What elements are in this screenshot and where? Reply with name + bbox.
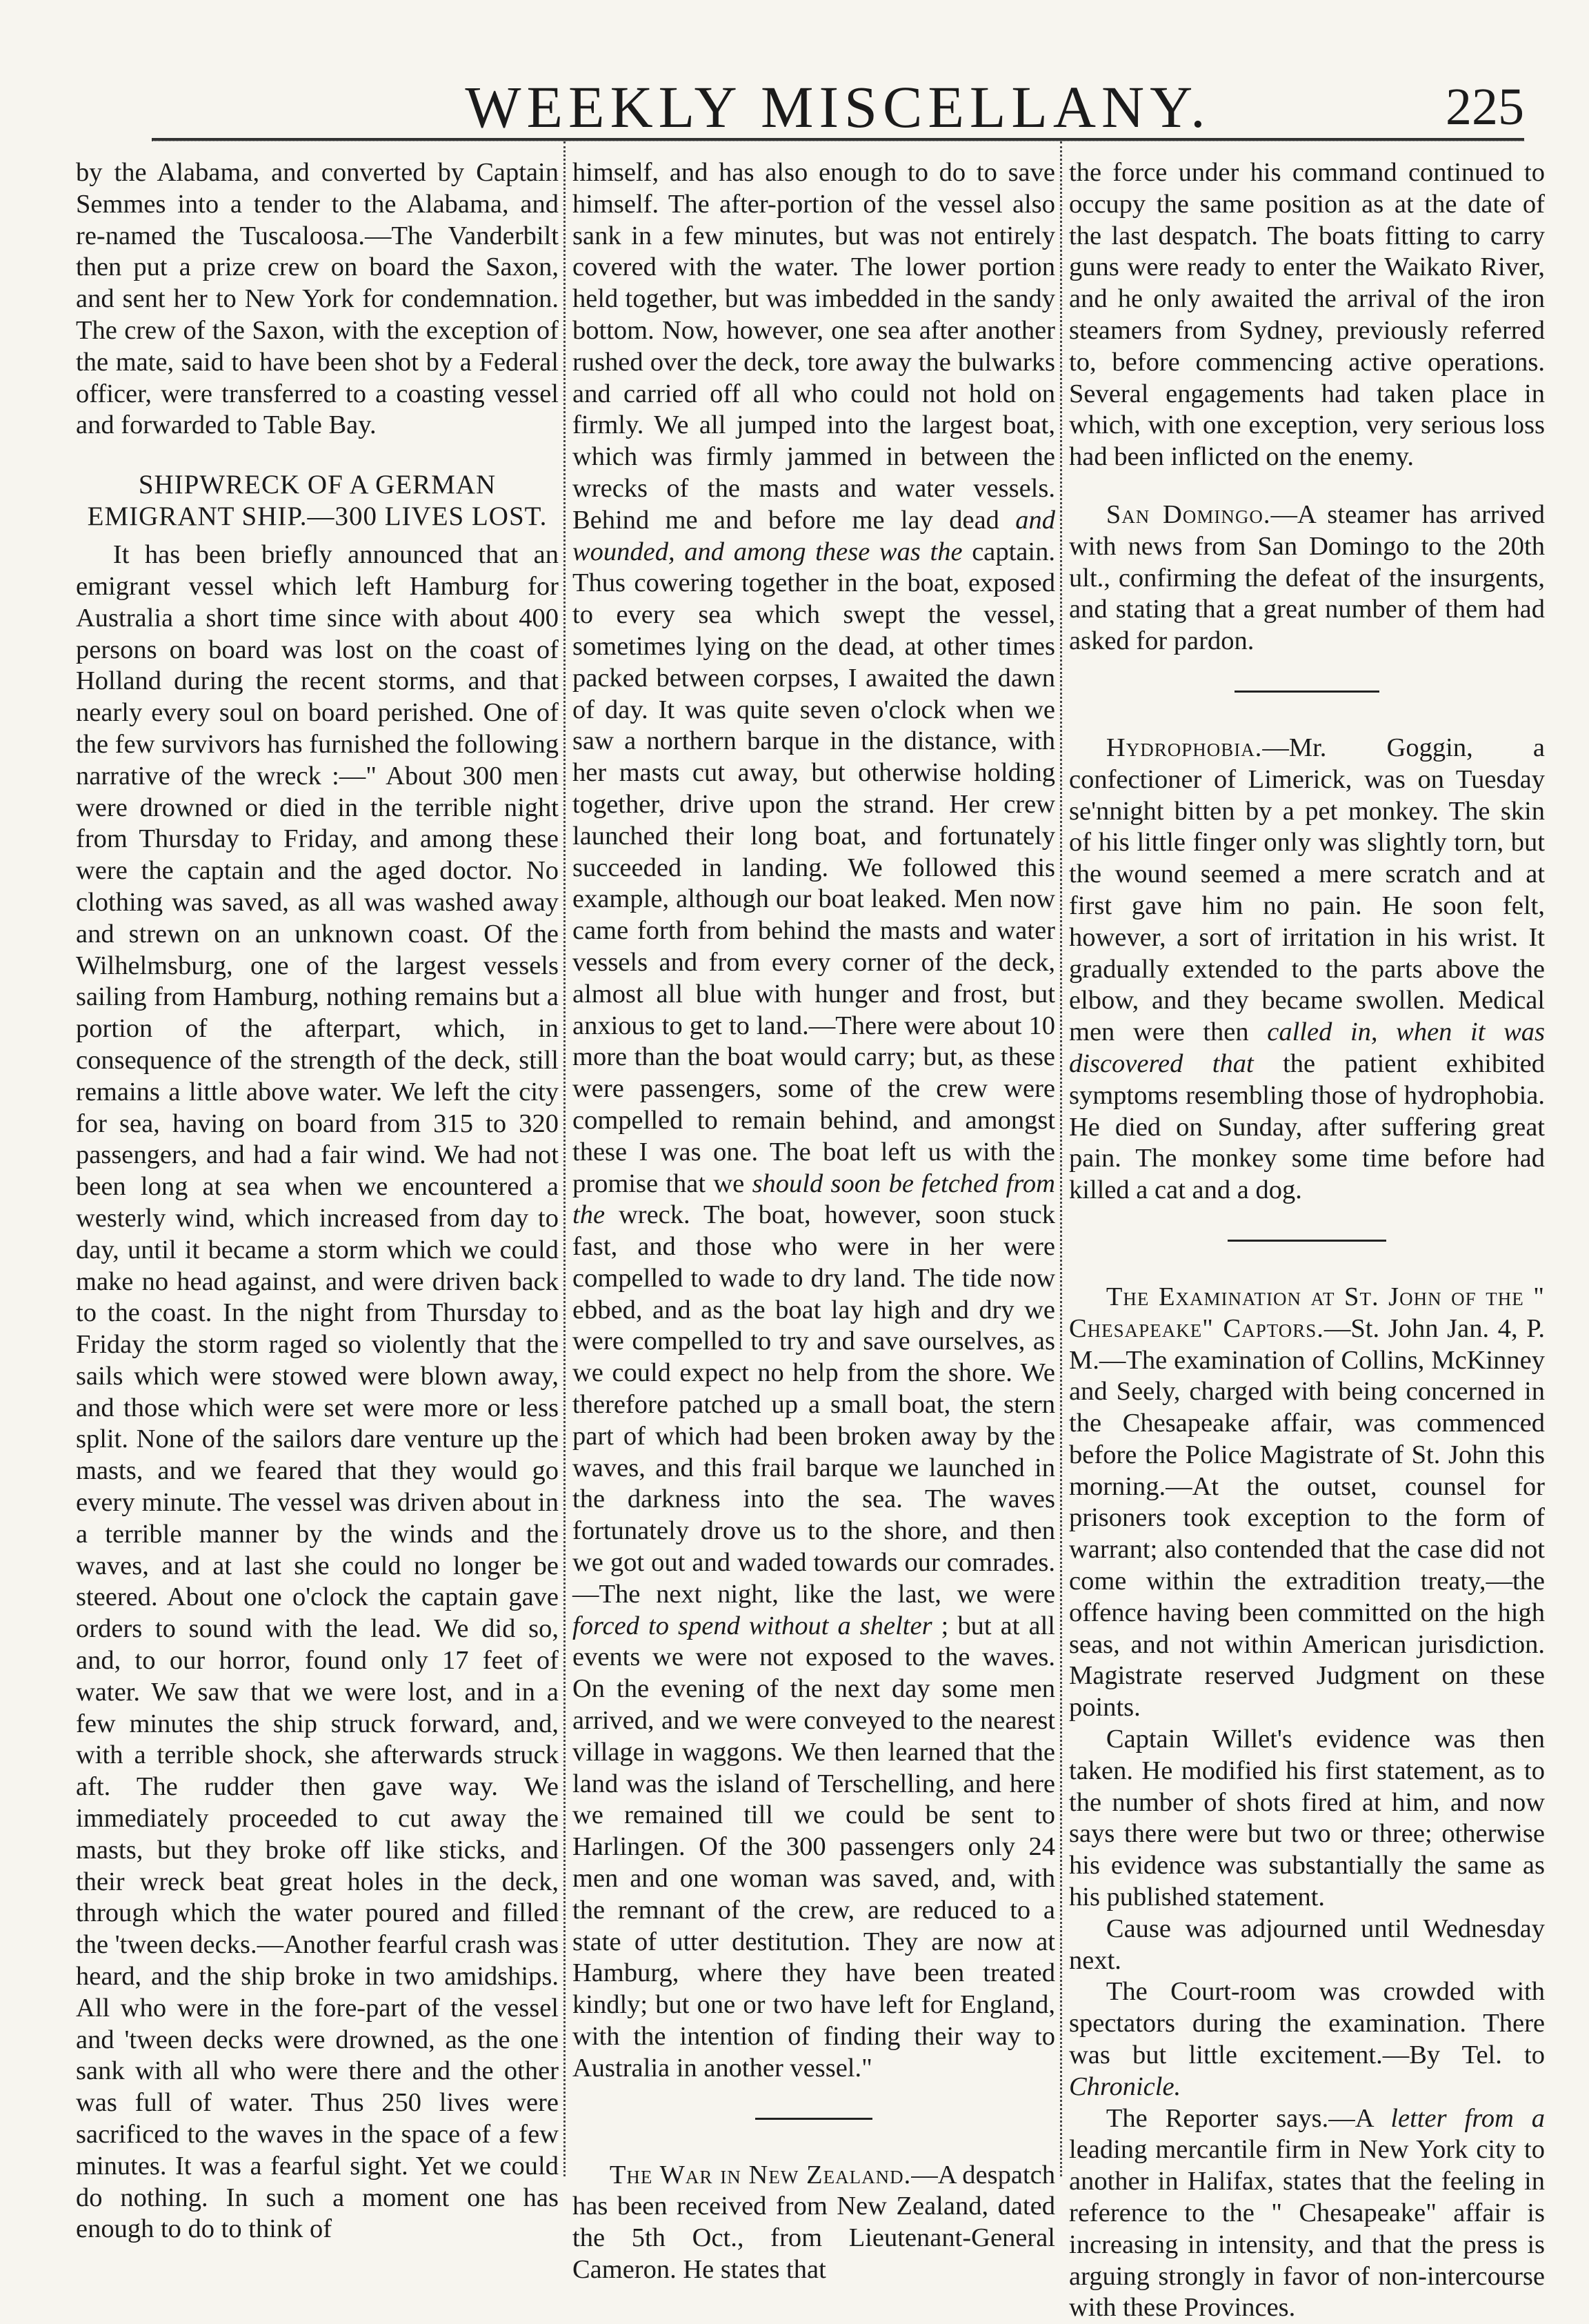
section-separator bbox=[1228, 1240, 1386, 1242]
article-continuation: by the Alabama, and converted by Captain Semmes into a tender to the Alabama, and re-named the Tuscaloosa.—The Vanderbilt then put a prize crew on board the Saxon, and sent her to New York for condemnation. The crew of the Saxon, with the exception of the mate, said to have been shot by a Federal officer, were transferred to a coasting vessel and forwarded to Table Bay. bbox=[76, 158, 559, 440]
item-text: leading mercantile firm in New York city to another in Halifax, states that the feeling in reference to the " Chesapeake" affair is increasing in intensity, and that the press is arguing strongly in favor of non-intercourse with these Provinces. bbox=[1069, 2135, 1545, 2323]
news-item-new-zealand bbox=[572, 2160, 1055, 2286]
section-separator bbox=[1235, 691, 1379, 693]
item-title: Hydrophobia. bbox=[1106, 733, 1263, 762]
masthead-title: WEEKLY MISCELLANY. bbox=[465, 74, 1211, 140]
item-text: —A despatch has been received from New Zealand, dated the 5th Oct., from Lieutenant-General Cameron. He states that bbox=[572, 2160, 1055, 2284]
column-divider bbox=[563, 141, 566, 2176]
italic-run: should soon be fetched from the bbox=[572, 1169, 1055, 1230]
text-run: wreck. The boat, however, soon stuck fast, and those who were in her were compelled to wade to dry land. The tide now ebbed, and as the boat lay high and dry we were compelled to try and save ourselves, as we could expect no help from the shore. We therefore patched up a small boat, the stern part of which had been broken away by the waves, and this frail barque we launched in the darkness into the sea. The waves fortunately drove us to the shore, and then we got out and waded towards our comrades.—The next night, like the last, we were bbox=[572, 1200, 1055, 1609]
news-item-reporter bbox=[1069, 2103, 1545, 2324]
news-item-san-domingo bbox=[1069, 499, 1545, 657]
text-run: himself, and has also enough to do to save himself. The after-portion of the vessel also sank in a few minutes, but was not entirely covered with the water. The lower portion held together, but was imbedded in the sandy bottom. Now, however, one sea after another rushed over the deck, tore away the bulwarks and carried off all who could not hold on firmly. We all jumped into the largest boat, which was firmly jammed in between the wrecks of the masts and water vessels. Behind me and before me lay dead bbox=[572, 158, 1055, 535]
column-2 bbox=[572, 157, 1055, 2284]
paragraph: Cause was adjourned until Wednesday next. bbox=[1069, 1914, 1545, 1975]
italic-run: letter from a bbox=[1390, 2103, 1545, 2133]
item-title: San Domingo. bbox=[1106, 499, 1271, 529]
article-heading: SHIPWRECK OF A GERMAN EMIGRANT SHIP.—300 LIVES LOST. bbox=[87, 470, 548, 532]
article-body-continued bbox=[572, 157, 1055, 2085]
italic-run: forced to spend without a shelter bbox=[572, 1611, 932, 1640]
news-item-examination bbox=[1069, 1282, 1545, 1724]
text-run: ; but at all events we were not exposed to the waves. On the evening of the next day some men arrived, and we were conveyed to the nearest village in waggons. We then learned that the land was the island of Terschelling, and here we remained till we could be sent to Harlingen. Of the 300 passengers only 24 men and one woman was saved, and, with the remnant of the crew, are reduced to a state of utter destitution. They are now at Hamburg, where they have been treated kindly; but one or two have left for England, with the intention of finding their way to Australia in another vessel." bbox=[572, 1611, 1055, 2083]
section-separator bbox=[755, 2118, 872, 2120]
paragraph bbox=[1069, 1976, 1545, 2103]
item-title: The War in New Zealand. bbox=[609, 2160, 912, 2189]
article-body: It has been briefly announced that an emigrant vessel which left Hamburg for Australia a short time since with about 400 persons on board was lost on the coast of Holland during the recent storms, and that nearly every soul on board perished. One of the few survivors has furnished the following narrative of the wreck :—" About 300 men were drowned or died in the terrible night from Thursday to Friday, and among these were the captain and the aged doctor. No clothing was saved, as all was washed away and strewn on an unknown coast. Of the Wilhelmsburg, one of the largest vessels sailing from Hamburg, nothing remains but a portion of the afterpart, which, in consequence of the strength of the deck, still remains a little above water. We left the city for sea, having on board from 315 to 320 passengers, and had a fair wind. We had not been long at sea when we encountered a westerly wind, which increased from day to day, until it became a storm which we could make no head against, and were driven back to the coast. In the night from Thursday to Friday the storm raged so violently that the sails which were stowed were blown away, and those which were set were more or less split. None of the sailors dare venture up the masts, and we feared that they would go every minute. The vessel was driven about in a terrible manner by the winds and the waves, and at last she could no longer be steered. About one o'clock the captain gave orders to sound with the lead. We did so, and, to our horror, found only 17 feet of water. We saw that we were lost, and in a few minutes the ship struck forward, and, with a terrible shock, she afterwards struck aft. The rudder then gave way. We immediately proceeded to cut away the masts, but they broke off like sticks, and their wreck beat great holes in the deck, through which the water poured and filled the 'tween decks.—Another fearful crash was heard, and the ship broke in two amidships. All who were in the fore-part of the vessel and 'tween decks were drowned, as the one sank with all who were there and the other was full of water. Thus 250 lives were sacrificed to the waves in the space of a few minutes. It was a fearful sight. Yet we could do nothing. In such a moment one has enough to do to think of bbox=[76, 540, 559, 2244]
item-text: the patient exhibited symptoms resembling those of hydrophobia. He died on Sunday, after suffering great pain. The monkey some time before had killed a cat and a dog. bbox=[1069, 1049, 1545, 1205]
text-run: captain. Thus cowering together in the boat, exposed to every sea which swept the vessel, sometimes lying on the dead, at other times packed between corpses, I awaited the dawn of day. It was quite seven o'clock when we saw a northern barque in the distance, with her masts cut away, but otherwise holding together, drive upon the strand. Her crew launched their long boat, and fortunately succeeded in landing. We followed this example, although our boat leaked. Men now came forth from behind the masts and water vessels and from every corner of the deck, almost all blue with hunger and frost, but anxious to get to land.—There were about 10 more than the boat would carry; but, as these were passengers, some of the crew were compelled to remain behind, and amongst these I was one. The boat left us with the promise that we bbox=[572, 537, 1055, 1198]
header-rule bbox=[152, 138, 1524, 141]
page-number: 225 bbox=[1446, 78, 1524, 136]
item-text: —A steamer has arrived with news from San Domingo to the 20th ult., confirming the defeat of the insurgents, and stating that a great number of them had asked for pardon. bbox=[1069, 499, 1545, 656]
news-item-continued: the force under his command continued to occupy the same position as at the date of the last despatch. The boats fitting to carry guns were ready to enter the Waikato River, and he only awaited the arrival of the iron steamers from Sydney, previously referred to, before commencing active operations. Several engagements had taken place in which, with one exception, very serious loss had been inflicted on the enemy. bbox=[1069, 158, 1545, 472]
item-text: The Court-room was crowded with spectators during the examination. There was but little excitement.—By Tel. to bbox=[1069, 1977, 1545, 2070]
italic-run: called in, when it was discovered that bbox=[1069, 1017, 1545, 1078]
page-header bbox=[152, 69, 1524, 145]
item-text: —St. John Jan. 4, P. M.—The examination of Collins, McKinney and Seely, charged with being concerned in the Chesapeake affair, was commenced before the Police Magistrate of St. John this morning.—At the outset, counsel for prisoners took exception to the form of warrant; also contended that the case did not come within the extradition treaty,—the offence having been committed on the high seas, and not within American jurisdiction. Magistrate reserved Judgment on these points. bbox=[1069, 1313, 1545, 1722]
column-divider bbox=[1060, 141, 1062, 2176]
column-3 bbox=[1069, 157, 1545, 2323]
item-title: The Examination at St. John of the " Chesapeake" Captors. bbox=[1069, 1282, 1545, 1343]
column-1 bbox=[76, 157, 559, 2244]
paragraph: Captain Willet's evidence was then taken. He modified his first statement, as to the number of shots fired at him, and now says there were but two or three; otherwise his evidence was substantially the same as his published statement. bbox=[1069, 1725, 1545, 1912]
item-text: The Reporter says.—A bbox=[1106, 2103, 1391, 2133]
italic-run: and wounded, and among these was the bbox=[572, 505, 1055, 566]
news-item-hydrophobia bbox=[1069, 733, 1545, 1206]
item-text: —Mr. Goggin, a confectioner of Limerick, was on Tuesday se'nnight bitten by a pet monkey. The skin of his little finger only was slightly torn, but the wound seemed a mere scratch and at first gave him no pain. He soon felt, however, a sort of irritation in his wrist. It gradually extended to the parts above the elbow, and they became swollen. Medical men were then bbox=[1069, 733, 1545, 1047]
italic-run: Chronicle. bbox=[1069, 2072, 1181, 2101]
